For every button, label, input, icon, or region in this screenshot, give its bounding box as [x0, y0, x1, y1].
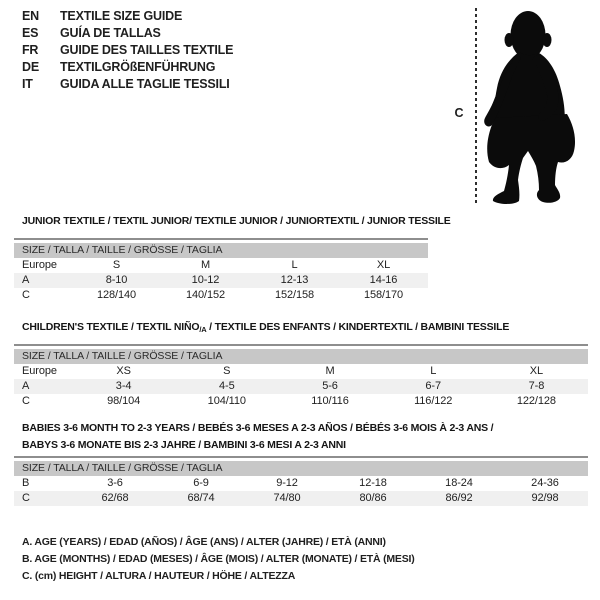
language-code: FR	[22, 43, 39, 57]
table-rows	[14, 476, 588, 506]
table-cell: 122/128	[516, 395, 556, 407]
table-cell: 8-10	[105, 274, 128, 286]
row-label: C	[22, 289, 30, 301]
legend-line-c: C. (cm) HEIGHT / ALTURA / HAUTEUR / HÖHE / ALTEZZA	[22, 570, 296, 582]
language-row	[22, 25, 233, 42]
table-cell: 3-4	[115, 380, 132, 392]
table-row	[14, 273, 428, 288]
height-measure-dotted-line	[475, 8, 477, 206]
language-row	[22, 59, 233, 76]
language-code: IT	[22, 77, 33, 91]
table-top-border	[14, 344, 588, 346]
table-cell: 110/116	[311, 395, 349, 407]
table-cell: XL	[376, 259, 391, 271]
table-cell: 9-12	[276, 477, 298, 489]
table-cell: 140/152	[185, 289, 226, 301]
height-measure-label: C	[454, 106, 464, 120]
children-size-table	[14, 344, 588, 409]
table-cell: 7-8	[528, 380, 545, 392]
table-cell: 152/158	[274, 289, 315, 301]
table-cell: S	[112, 259, 121, 271]
table-cell: S	[223, 365, 231, 377]
table-cell: 6-7	[425, 380, 442, 392]
table-cell: M	[325, 365, 335, 377]
junior-size-table	[14, 238, 428, 303]
size-header-bar: SIZE / TALLA / TAILLE / GRÖSSE / TAGLIA	[14, 461, 588, 476]
language-row	[22, 42, 233, 59]
table-cell: 116/122	[414, 395, 453, 407]
baby-silhouette-icon	[481, 8, 599, 206]
language-code: DE	[22, 60, 39, 74]
row-label: A	[22, 274, 30, 286]
table-cell: 92/98	[531, 492, 559, 504]
language-title: GUIDE DES TAILLES TEXTILE	[60, 43, 234, 57]
size-header-bar: SIZE / TALLA / TAILLE / GRÖSSE / TAGLIA	[14, 349, 588, 364]
table-top-border	[14, 238, 428, 240]
table-cell: 10-12	[191, 274, 220, 286]
table-rows	[14, 364, 588, 409]
table-cell: 80/86	[359, 492, 387, 504]
table-cell: 128/140	[96, 289, 137, 301]
language-title: GUIDA ALLE TAGLIE TESSILI	[60, 77, 230, 91]
language-title: GUÍA DE TALLAS	[60, 26, 161, 40]
language-row	[22, 76, 233, 93]
table-row	[14, 491, 588, 506]
language-code: EN	[22, 9, 39, 23]
babies-section-title	[22, 420, 493, 454]
table-cell: 4-5	[219, 380, 235, 392]
table-cell: 6-9	[193, 477, 209, 489]
size-header-bar: SIZE / TALLA / TAILLE / GRÖSSE / TAGLIA	[14, 243, 428, 258]
table-cell: 24-36	[531, 477, 559, 489]
table-cell: L	[291, 259, 298, 271]
language-title: TEXTILGRÖßENFÜHRUNG	[60, 60, 216, 74]
table-cell: XS	[116, 365, 131, 377]
table-cell: 5-6	[322, 380, 338, 392]
table-cell: 74/80	[273, 492, 301, 504]
table-top-border	[14, 456, 588, 458]
junior-section-title: JUNIOR TEXTILE / TEXTIL JUNIOR/ TEXTILE JUNIOR / JUNIORTEXTIL / JUNIOR TESSILE	[22, 215, 451, 227]
language-title-list	[22, 8, 233, 93]
children-title-after: / TEXTILE DES ENFANTS / KINDERTEXTIL / BAMBINI TESSILE	[206, 321, 510, 333]
table-cell: 14-16	[369, 274, 398, 286]
children-title-before: CHILDREN'S TEXTILE / TEXTIL NIÑO	[22, 321, 200, 333]
legend-line-b: B. AGE (MONTHS) / EDAD (MESES) / ÂGE (MOIS) / ALTER (MONATE) / ETÀ (MESI)	[22, 553, 415, 565]
language-row	[22, 8, 233, 25]
table-cell: 86/92	[445, 492, 473, 504]
row-label: Europe	[22, 365, 57, 377]
language-title: TEXTILE SIZE GUIDE	[60, 9, 183, 23]
language-code: ES	[22, 26, 39, 40]
table-row	[14, 258, 428, 273]
table-cell: L	[430, 365, 437, 377]
table-cell: 3-6	[107, 477, 123, 489]
table-rows	[14, 258, 428, 303]
table-cell: 62/68	[101, 492, 129, 504]
table-cell: 98/104	[107, 395, 141, 407]
row-label: B	[22, 477, 30, 489]
children-title-subscript: /A	[199, 325, 207, 334]
legend-line-a: A. AGE (YEARS) / EDAD (AÑOS) / ÂGE (ANS) / ALTER (JAHRE) / ETÀ (ANNI)	[22, 536, 386, 548]
table-cell: 68/74	[187, 492, 215, 504]
table-row	[14, 288, 428, 303]
row-label: A	[22, 380, 30, 392]
table-cell: XL	[529, 365, 544, 377]
children-section-title	[22, 321, 509, 334]
table-row	[14, 476, 588, 491]
table-cell: 158/170	[363, 289, 404, 301]
table-cell: 18-24	[445, 477, 473, 489]
measurement-legend	[22, 534, 415, 585]
row-label: C	[22, 395, 30, 407]
table-cell: M	[200, 259, 211, 271]
table-cell: 104/110	[207, 395, 246, 407]
table-row	[14, 394, 588, 409]
babies-title-line1: BABIES 3-6 MONTH TO 2-3 YEARS / BEBÉS 3-6 MESES A 2-3 AÑOS / BÉBÉS 3-6 MOIS À 2-3 ANS /	[22, 422, 494, 434]
babies-title-line2: BABYS 3-6 MONATE BIS 2-3 JAHRE / BAMBINI 3-6 MESI A 2-3 ANNI	[22, 439, 346, 451]
table-cell: 12-13	[280, 274, 309, 286]
table-row	[14, 364, 588, 379]
table-cell: 12-18	[359, 477, 387, 489]
babies-size-table	[14, 456, 588, 506]
row-label: C	[22, 492, 30, 504]
row-label: Europe	[22, 259, 57, 271]
table-row	[14, 379, 588, 394]
